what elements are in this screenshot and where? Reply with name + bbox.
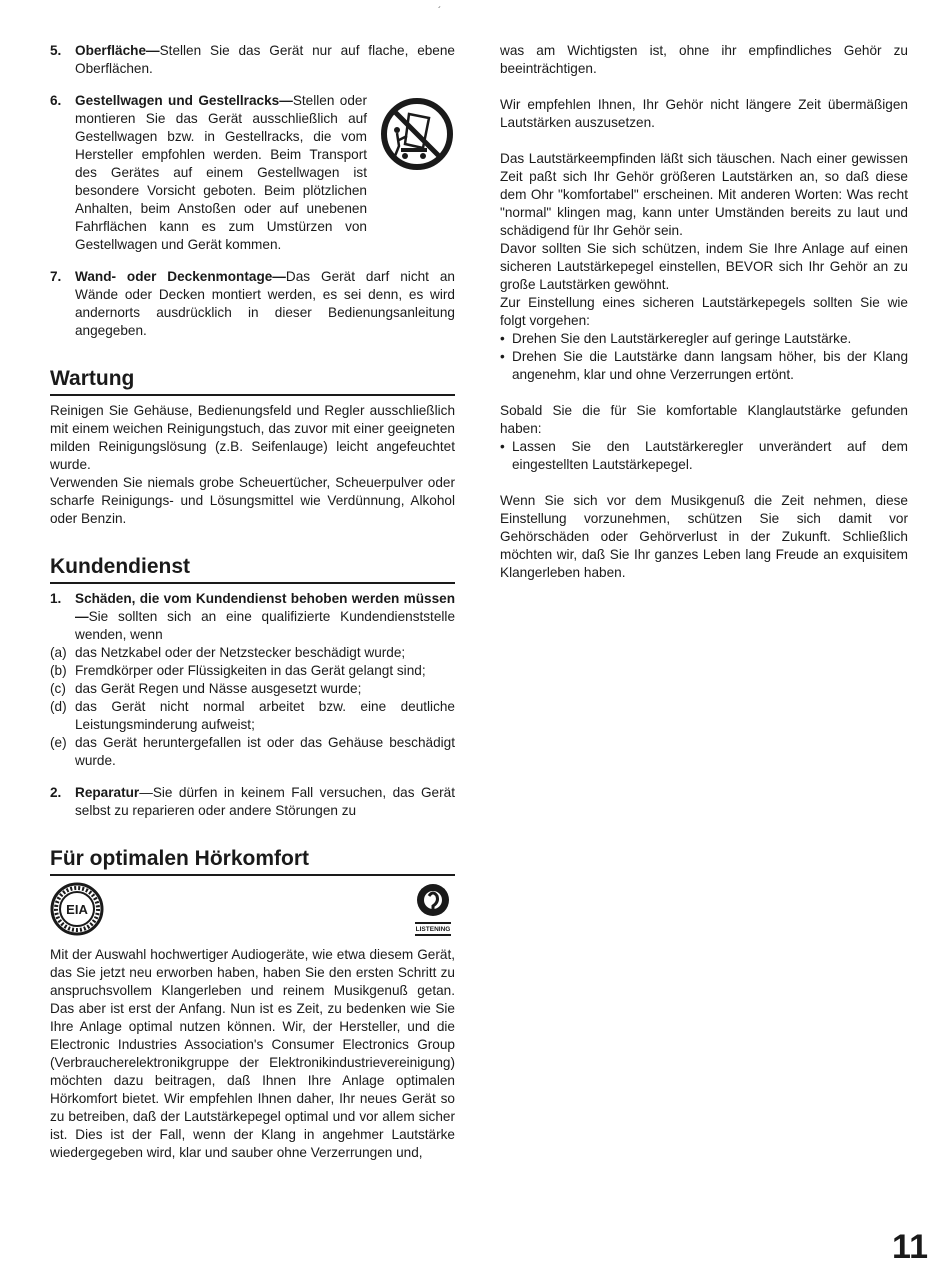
item-number: 6. xyxy=(50,93,62,108)
item-text: Das Gerät darf nicht an Wände oder Decken montiert werden, es sei denn, es wird andernorts ausdrücklich in dieser Bedienungsanleitung angegeben. xyxy=(75,269,455,338)
bullet-dot: • xyxy=(500,349,505,364)
item-body xyxy=(75,42,455,78)
listening-logo-text: LISTENING xyxy=(415,926,451,933)
safety-item-6 xyxy=(50,92,455,254)
bullet-text: Drehen Sie die Lautstärke dann langsam höher, bis der Klang angenehm, klar und ohne Verzerrungen ertönt. xyxy=(512,349,908,382)
item-text: —Sie dürfen in keinem Fall versuchen, das Gerät selbst zu reparieren oder andere Störungen zu xyxy=(75,785,455,818)
service-case-e xyxy=(50,734,455,770)
eia-seal-icon xyxy=(50,882,104,941)
right-paragraph-2: Wir empfehlen Ihnen, Ihr Gehör nicht längere Zeit übermäßigen Lautstärken auszusetzen. xyxy=(500,97,908,130)
case-letter: (c) xyxy=(50,681,66,696)
item-body xyxy=(75,590,455,644)
section-heading-kundendienst: Kundendienst xyxy=(50,554,455,584)
item-text: Sie sollten sich an eine qualifizierte Kundendienststelle wenden, wenn xyxy=(75,609,455,642)
item-title: Wand- oder Deckenmontage— xyxy=(75,269,286,284)
right-paragraph-3: Das Lautstärkeempfinden läßt sich täuschen. Nach einer gewissen Zeit paßt sich Ihr Gehör größeren Lautstärken an, so daß diese dem Ohr "komfortabel" erscheinen. Mit anderen Worten: Was recht "normal" klingen mag, kann unter Umständen bereits zu laut und schädigend für Ihr Gehör sein. xyxy=(500,151,908,238)
service-case-b xyxy=(50,662,455,680)
item-number: 2. xyxy=(50,785,62,800)
service-item-2 xyxy=(50,784,455,820)
service-case-d xyxy=(50,698,455,734)
safety-item-5 xyxy=(50,42,455,78)
item-title: Gestellwagen und Gestellracks— xyxy=(75,93,293,108)
bullet-dot: • xyxy=(500,331,505,346)
case-letter: (a) xyxy=(50,645,67,660)
right-column xyxy=(500,42,908,582)
right-paragraph-5: Zur Einstellung eines sicheren Lautstärkepegels sollten Sie wie folgt vorgehen: xyxy=(500,295,908,328)
item-title: Reparatur xyxy=(75,785,140,800)
right-paragraph-7: Wenn Sie sich vor dem Musikgenuß die Zeit nehmen, diese Einstellung vorzunehmen, schützen Sie sich damit vor Gehörschäden oder Gehörverlust in der Zukunft. Schließlich möchten wir, daß Sie Ihr ganzes Leben lang Freude an exquisitem Klangerleben haben. xyxy=(500,493,908,580)
item-title: Oberfläche— xyxy=(75,43,160,58)
case-text: das Netzkabel oder der Netzstecker beschädigt wurde; xyxy=(75,645,406,660)
bullet-text: Drehen Sie den Lautstärkeregler auf geringe Lautstärke. xyxy=(512,331,852,346)
bullet-item xyxy=(500,348,908,384)
listening-logo-icon xyxy=(411,882,455,945)
scan-mark: ´ xyxy=(438,6,442,17)
section-heading-hoerkomfort: Für optimalen Hörkomfort xyxy=(50,846,455,876)
right-paragraph-1: was am Wichtigsten ist, ohne ihr empfindliches Gehör zu beeinträchtigen. xyxy=(500,43,908,76)
service-case-a xyxy=(50,644,455,662)
item-body xyxy=(75,784,455,820)
case-letter: (e) xyxy=(50,735,67,750)
item-title: Schäden, die vom Kundendienst behoben werden müssen— xyxy=(75,591,455,624)
case-text: Fremdkörper oder Flüssigkeiten in das Gerät gelangt sind; xyxy=(75,663,426,678)
left-column xyxy=(50,42,455,1162)
case-letter: (d) xyxy=(50,699,67,714)
case-text: das Gerät Regen und Nässe ausgesetzt wurde; xyxy=(75,681,362,696)
item-number: 5. xyxy=(50,43,62,58)
logo-row xyxy=(50,882,455,940)
bullet-item xyxy=(500,438,908,474)
bullet-dot: • xyxy=(500,439,505,454)
item-text: Stellen oder montieren Sie das Gerät ausschließlich auf Gestellwagen bzw. in Gestellracks, die vom Hersteller empfohlen werden. Beim Transport des Gerätes auf einem Gestellwagen ist besondere Vorsicht geboten. Beim plötzlichen Anhalten, beim Anstoßen oder auf unebenen Fahrflächen kann es zum Umstürzen von Gestellwagen und Gerät kommen. xyxy=(75,93,367,252)
cart-tipover-warning-icon xyxy=(367,92,455,254)
page-number: 11 xyxy=(892,1228,928,1266)
hoerkomfort-paragraph: Mit der Auswahl hochwertiger Audiogeräte, wie etwa diesem Gerät, das Sie jetzt neu erworben haben, haben Sie den ersten Schritt zu anspruchsvollem Klangerleben und reinem Musikgenuß getan. Das aber ist erst der Anfang. Nun ist es Zeit, zu bedenken wie Sie Ihre Anlage optimal nutzen können. Wir, der Hersteller, und die Electronic Industries Association's Consumer Electronics Group (Verbraucherelektronikgruppe der Elektronikindustrievereinigung) möchten dazu beitragen, daß Ihnen Ihre Anlage optimalen Hörkomfort bietet. Wir empfehlen Ihnen daher, Ihr neues Gerät so zu betreiben, daß der Lautstärkepegel optimal und vor allem sicher ist. Dies ist der Fall, wenn der Klang in angehmer Lautstärke wiedergegeben wird, klar und sauber ohne Verzerrungen und, xyxy=(50,947,455,1160)
bullet-item xyxy=(500,330,908,348)
item-number: 1. xyxy=(50,591,62,606)
case-text: das Gerät heruntergefallen ist oder das Gehäuse beschädigt wurde. xyxy=(75,735,455,768)
bullet-text: Lassen Sie den Lautstärkeregler unverändert auf dem eingestellten Lautstärkepegel. xyxy=(512,439,908,472)
item-number: 7. xyxy=(50,269,62,284)
case-text: das Gerät nicht normal arbeitet bzw. eine deutliche Leistungsminderung aufweist; xyxy=(75,699,455,732)
wartung-paragraph-2: Verwenden Sie niemals grobe Scheuertücher, Scheuerpulver oder scharfe Reinigungs- und Lösungsmittel wie Verdünnung, Alkohol oder Benzin. xyxy=(50,475,455,526)
section-heading-wartung: Wartung xyxy=(50,366,455,396)
right-paragraph-6: Sobald Sie die für Sie komfortable Klanglautstärke gefunden haben: xyxy=(500,403,908,436)
item-body xyxy=(75,268,455,340)
eia-logo-text: EIA xyxy=(66,902,88,917)
service-case-c xyxy=(50,680,455,698)
case-letter: (b) xyxy=(50,663,67,678)
safety-item-7 xyxy=(50,268,455,340)
item-text-block xyxy=(75,92,367,254)
right-paragraph-4: Davor sollten Sie sich schützen, indem Sie Ihre Anlage auf einen sicheren Lautstärkepegel einstellen, BEVOR sich Ihr Gehör an zu große Lautstärken gewöhnt. xyxy=(500,241,908,292)
service-item-1 xyxy=(50,590,455,644)
item-body xyxy=(75,92,455,254)
wartung-paragraph-1: Reinigen Sie Gehäuse, Bedienungsfeld und Regler ausschließlich mit einem weichen Reinigungstuch, das zuvor mit einer geeigneten milden Reinigungslösung (z.B. Seifenlauge) leicht angefeuchtet wurde. xyxy=(50,403,455,472)
item-text: Stellen Sie das Gerät nur auf flache, ebene Oberflächen. xyxy=(75,43,455,76)
